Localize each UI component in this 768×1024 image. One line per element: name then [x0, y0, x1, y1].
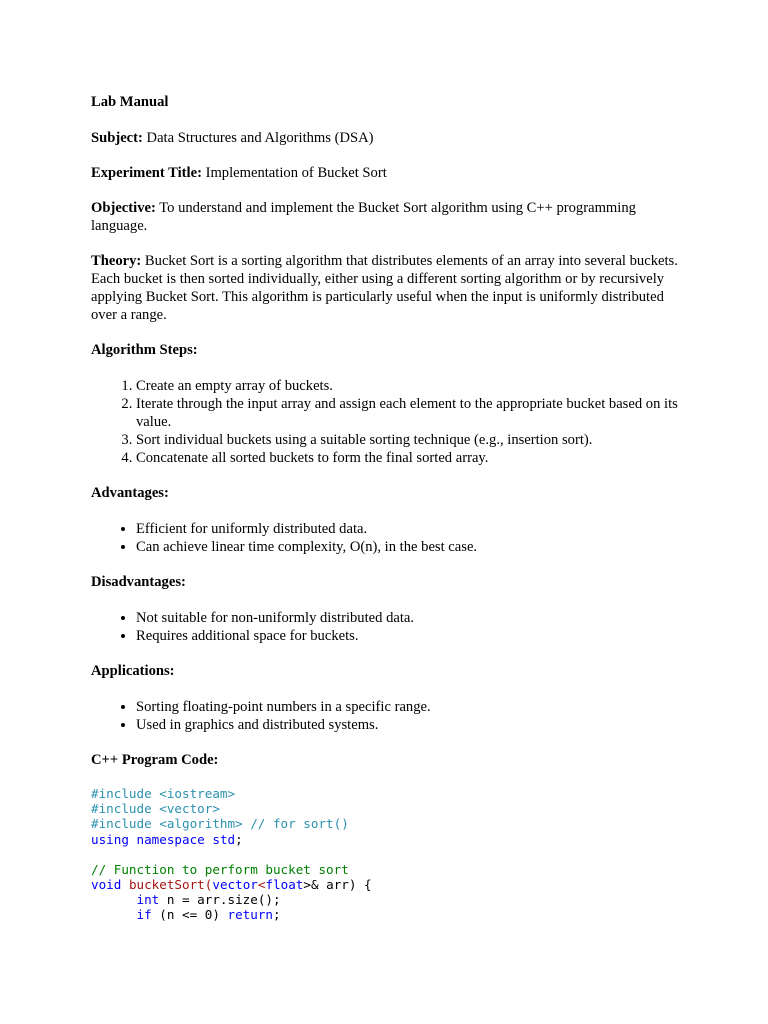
document-title: Lab Manual — [91, 94, 169, 110]
list-item: • Sorting floating-point numbers in a specific range. — [136, 698, 691, 716]
list-item: • Can achieve linear time complexity, O(n), in the best case. — [136, 538, 691, 556]
code-function-name: bucketSort — [128, 877, 205, 893]
experiment-value: Implementation of Bucket Sort — [201, 165, 387, 181]
code-comment: // Function to perform bucket sort — [91, 861, 349, 877]
list-item: 2. Iterate through the input array and assign each element to the appropriate bucket based on its value. — [136, 395, 691, 431]
list-item: • Not suitable for non-uniformly distributed data. — [136, 609, 691, 627]
code-line — [91, 877, 691, 892]
list-item: • Efficient for uniformly distributed data. — [136, 520, 691, 538]
objective-value: To understand and implement the Bucket Sort algorithm using C++ programming language. — [91, 200, 636, 234]
theory-paragraph — [91, 252, 691, 324]
code-text — [129, 832, 137, 847]
document-page — [91, 93, 691, 938]
advantages-heading: Advantages: — [91, 485, 169, 501]
code-indent — [91, 892, 137, 907]
code-text: n = arr.size(); — [159, 892, 281, 908]
code-text: ; — [273, 907, 281, 923]
code-block-includes — [91, 786, 691, 847]
code-namespace: std — [212, 831, 236, 847]
code-keyword: if — [136, 907, 152, 923]
code-text: >& arr) { — [303, 877, 372, 893]
objective-paragraph — [91, 199, 691, 235]
code-line — [91, 892, 691, 907]
code-line — [91, 907, 691, 922]
objective-label: Objective: — [91, 200, 156, 216]
subject-value: Data Structures and Algorithms (DSA) — [142, 130, 374, 146]
code-line — [91, 832, 691, 847]
code-keyword: using — [91, 831, 129, 847]
applications-list — [91, 698, 691, 734]
algorithm-steps-list — [91, 377, 691, 467]
theory-value: Bucket Sort is a sorting algorithm that distributes elements of an array into several buckets. Each bucket is then sorted individually, either using a different sorting algorithm or by recursively applying Bucket Sort. This algorithm is particularly useful when the input is uniformly distributed over a range. — [91, 253, 678, 323]
list-item: 3. Sort individual buckets using a suitable sorting technique (e.g., insertion sort). — [136, 431, 691, 449]
list-item: • Requires additional space for buckets. — [136, 627, 691, 645]
code-block-function — [91, 862, 691, 923]
disadvantages-list — [91, 609, 691, 645]
code-keyword: void — [91, 877, 122, 893]
code-line: #include <vector> — [91, 801, 220, 817]
experiment-label: Experiment Title: — [91, 165, 202, 181]
code-line: #include <iostream> — [91, 786, 236, 801]
code-text — [121, 877, 129, 892]
theory-label: Theory: — [91, 253, 142, 269]
list-item: • Used in graphics and distributed systems. — [136, 716, 691, 734]
algorithm-steps-heading: Algorithm Steps: — [91, 342, 198, 358]
advantages-list — [91, 520, 691, 556]
applications-heading: Applications: — [91, 663, 175, 679]
code-type: vector — [212, 877, 258, 893]
code-keyword: namespace — [136, 831, 205, 847]
code-heading: C++ Program Code: — [91, 752, 219, 768]
experiment-title-line — [91, 164, 691, 182]
subject-line — [91, 129, 691, 147]
list-item: 4. Concatenate all sorted buckets to form the final sorted array. — [136, 449, 691, 467]
code-keyword: return — [227, 907, 273, 923]
subject-label: Subject: — [91, 130, 143, 146]
code-text: (n <= 0) — [151, 907, 228, 923]
code-text: ; — [235, 831, 243, 847]
code-keyword: float — [265, 877, 304, 893]
code-text: ( — [204, 877, 213, 893]
code-text: < — [257, 877, 266, 893]
code-keyword: int — [136, 892, 160, 908]
code-line: #include <algorithm> // for sort() — [91, 816, 349, 832]
disadvantages-heading: Disadvantages: — [91, 574, 186, 590]
list-item: 1. Create an empty array of buckets. — [136, 377, 691, 395]
code-indent — [91, 907, 137, 922]
